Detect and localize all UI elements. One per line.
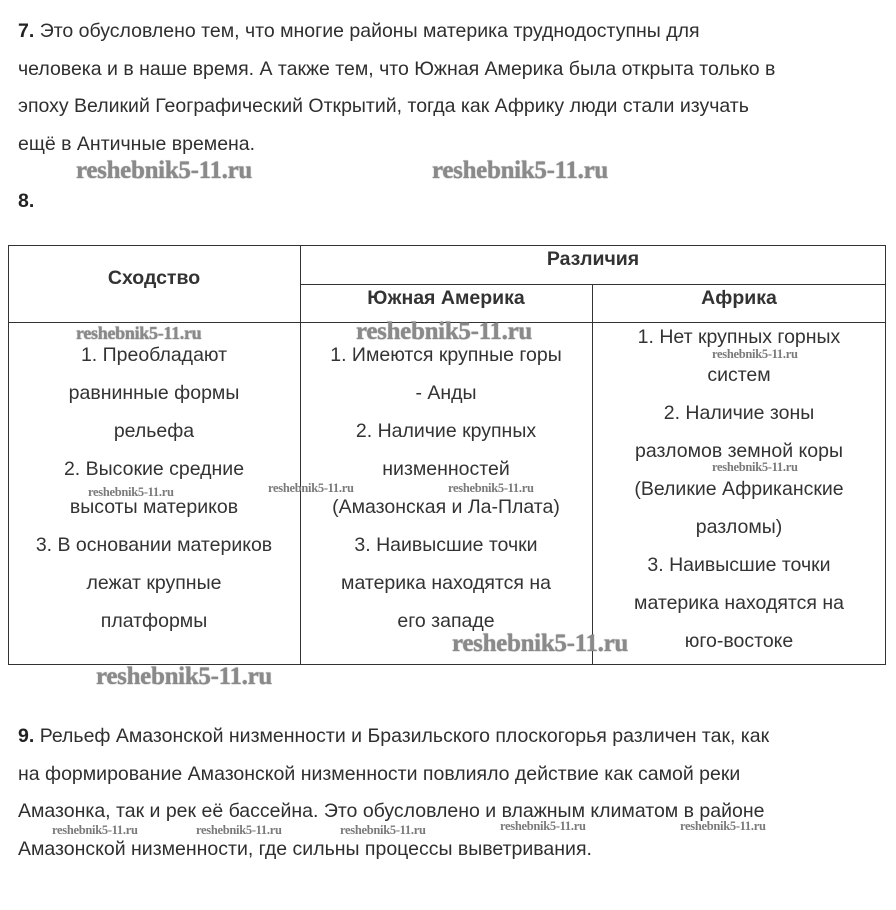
watermark: reshebnik5-11.ru (500, 819, 586, 833)
answer-9-number: 9. (18, 725, 35, 747)
answer-9-line-1: 9. Рельеф Амазонской низменности и Бразильского плоскогорья различен так, как (18, 725, 770, 747)
watermark: reshebnik5-11.ru (268, 481, 354, 495)
row-divider (300, 284, 886, 285)
header-africa: Африка (701, 287, 777, 309)
header-differences: Различия (546, 248, 640, 270)
answer-7-line-4: ещё в Античные времена. (18, 132, 256, 155)
answer-7-paragraph (18, 13, 888, 163)
similarity-cell: 1. Преобладают равнинные формы рельефа 2. Высокие средние высоты материков 3. В основании материков лежат крупные платформы (35, 344, 273, 632)
answer-8-number: 8. (18, 190, 35, 212)
header-south-america: Южная Америка (367, 287, 525, 309)
south-america-cell: 1. Имеются крупные горы - Анды 2. Наличие крупных низменностей (Амазонская и Ла-Плата) 3. Наивысшие точки материка находятся на его западе (330, 344, 562, 632)
answer-7-line-2: человека и в наше время. А также тем, что Южная Америка была открыта только в (18, 57, 776, 80)
answer-7-line-3: эпоху Великий Географический Открытий, тогда как Африку люди стали изучать (18, 95, 749, 117)
watermark: reshebnik5-11.ru (448, 481, 534, 495)
answer-7-number: 7. (18, 20, 35, 42)
watermark: reshebnik5-11.ru (452, 630, 629, 657)
answer-7-line-1: 7. Это обусловлено тем, что многие районы материка труднодоступны для (18, 20, 700, 42)
watermark: reshebnik5-11.ru (340, 823, 426, 837)
watermark: reshebnik5-11.ru (96, 663, 273, 690)
watermark: reshebnik5-11.ru (356, 318, 533, 345)
watermark: reshebnik5-11.ru (432, 157, 609, 184)
watermark: reshebnik5-11.ru (680, 819, 766, 833)
answer-9-line-3: Амазонка, так и рек её бассейна. Это обусловлено и влажным климатом в районе (18, 800, 765, 822)
africa-cell: 1. Нет крупных горных систем 2. Наличие зоны разломов земной коры (Великие Африканские разломы) 3. Наивысшие точки материка находятся на юго-востоке (634, 326, 844, 652)
header-similarity: Сходство (107, 267, 201, 289)
answer-9-paragraph (18, 718, 888, 868)
watermark: reshebnik5-11.ru (52, 823, 138, 837)
answer-9-line-2: на формирование Амазонской низменности повлияло действие как самой реки (18, 762, 741, 785)
answer-9-line-4: Амазонской низменности, где сильны процессы выветривания. (18, 837, 592, 860)
watermark: reshebnik5-11.ru (76, 157, 253, 184)
watermark: reshebnik5-11.ru (88, 485, 174, 499)
watermark: reshebnik5-11.ru (196, 823, 282, 837)
watermark: reshebnik5-11.ru (76, 323, 202, 343)
watermark: reshebnik5-11.ru (712, 460, 798, 474)
watermark: reshebnik5-11.ru (712, 347, 798, 361)
